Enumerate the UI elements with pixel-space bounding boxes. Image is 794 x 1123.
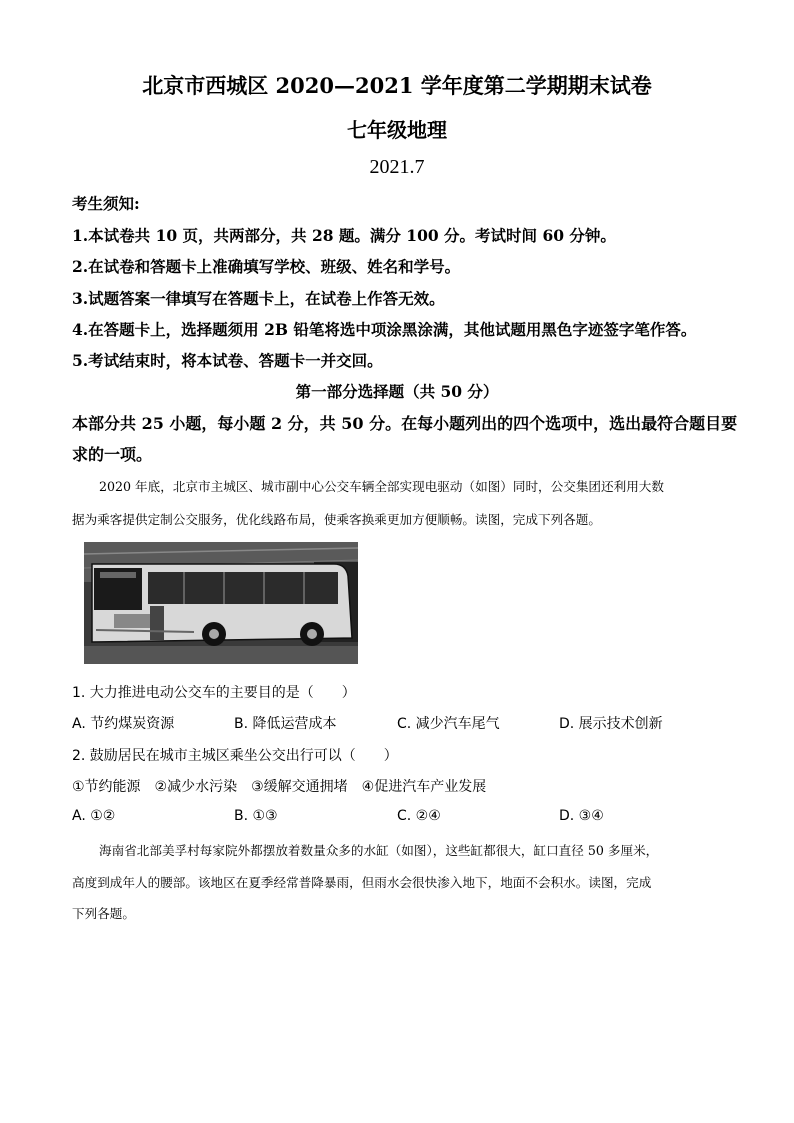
section-intro-line-1: 本部分共 25 小题，每小题 2 分，共 50 分。在每小题列出的四个选项中，选出最符合题目要 [72,414,738,433]
question-2-option-c: C. ②④ [397,808,441,824]
notice-item-4: 4.在答题卡上，选择题须用 2B 铅笔将选中项涂黑涂满，其他试题用黑色字迹签字笔作答。 [72,320,697,339]
passage-2-line-1: 海南省北部美孚村每家院外都摆放着数量众多的水缸（如图），这些缸都很大，缸口直径 50 多厘米， [99,843,659,858]
passage-1-line-2: 据为乘客提供定制公交服务，优化线路布局，使乘客换乘更加方便顺畅。读图，完成下列各题。 [72,512,601,527]
notice-item-5: 5.考试结束时，将本试卷、答题卡一并交回。 [72,351,383,370]
electric-bus-photo [84,542,358,664]
notice-item-2: 2.在试卷和答题卡上准确填写学校、班级、姓名和学号。 [72,257,461,276]
question-1-option-b: B. 降低运营成本 [234,716,337,732]
question-1-option-c: C. 减少汽车尾气 [397,716,500,732]
passage-2-line-2: 高度到成年人的腰部。该地区在夏季经常普降暴雨，但雨水会很快渗入地下，地面不会积水。读图，完成 [72,875,652,890]
notice-item-1: 1.本试卷共 10 页，共两部分，共 28 题。满分 100 分。考试时间 60 分钟。 [72,226,616,245]
passage-2-line-3: 下列各题。 [72,906,135,921]
question-1-option-d: D. 展示技术创新 [559,716,663,732]
question-2-option-d: D. ③④ [559,808,604,824]
question-1-option-a: A. 节约煤炭资源 [72,716,175,732]
exam-title: 北京市西城区 2020—2021 学年度第二学期期末试卷 [142,73,652,98]
passage-1-line-1: 2020 年底，北京市主城区、城市副中心公交车辆全部实现电驱动（如图）同时，公交集团还利用大数 [99,479,664,494]
section-intro-line-2: 求的一项。 [72,445,153,464]
question-2-choices: ①节约能源 ②减少水污染 ③缓解交通拥堵 ④促进汽车产业发展 [72,779,487,795]
question-2-option-b: B. ①③ [234,808,278,824]
exam-date: 2021.7 [369,156,425,178]
question-2-option-a: A. ①② [72,808,116,824]
notice-heading: 考生须知: [72,194,140,213]
notice-item-3: 3.试题答案一律填写在答题卡上，在试卷上作答无效。 [72,289,445,308]
exam-subtitle: 七年级地理 [347,118,447,142]
question-2-stem: 2. 鼓励居民在城市主城区乘坐公交出行可以（ ） [72,748,398,764]
section-title: 第一部分选择题（共 50 分） [295,382,499,401]
question-1-stem: 1. 大力推进电动公交车的主要目的是（ ） [72,685,356,701]
